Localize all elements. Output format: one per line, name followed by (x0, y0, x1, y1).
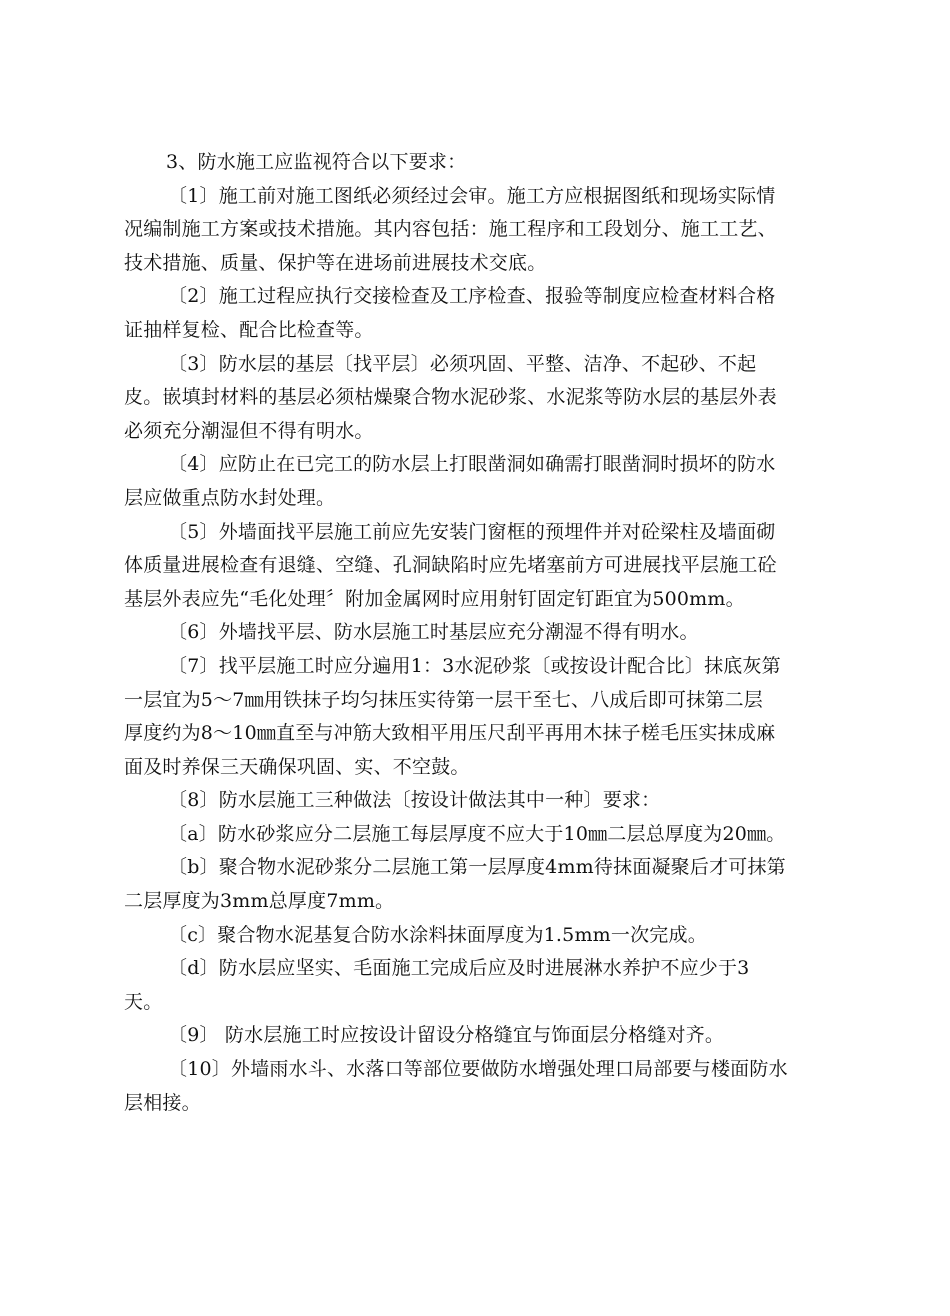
section-heading: 3、防水施工应监视符合以下要求： (166, 151, 467, 173)
paragraph-line: 〔a〕防水砂浆应分二层施工每层厚度不应大于10㎜二层总厚度为20㎜。 (168, 822, 786, 845)
paragraph-line: 〔10〕外墙雨水斗、水落口等部位要做防水增强处理口局部要与楼面防水 (168, 1058, 788, 1081)
paragraph-line: 〔6〕外墙找平层、防水层施工时基层应充分潮湿不得有明水。 (168, 621, 699, 644)
paragraph-line: 证抽样复检、配合比检查等。 (124, 318, 374, 341)
paragraph-line: 二层厚度为3mm总厚度7mm。 (124, 890, 395, 913)
paragraph-line: 〔8〕防水层施工三种做法〔按设计做法其中一种〕要求： (168, 789, 661, 812)
paragraph-line: 〔9〕 防水层施工时应按设计留设分格缝宜与饰面层分格缝对齐。 (168, 1024, 725, 1047)
paragraph-line: 〔5〕外墙面找平层施工前应先安装门窗框的预埋件并对砼梁柱及墙面砌 (168, 520, 776, 543)
paragraph-line: 技术措施、质量、保护等在进场前进展技术交底。 (124, 251, 547, 274)
paragraph-line: 〔7〕找平层施工时应分遍用1：3水泥砂浆〔或按设计配合比〕抹底灰第 (168, 654, 781, 677)
paragraph-line: 天。 (124, 990, 163, 1013)
paragraph-line: 〔3〕防水层的基层〔找平层〕必须巩固、平整、洁净、不起砂、不起 (168, 352, 757, 375)
paragraph-line: 〔b〕聚合物水泥砂浆分二层施工第一层厚度4mm待抹面凝聚后才可抹第 (168, 856, 786, 879)
paragraph-line: 〔2〕施工过程应执行交接检查及工序检查、报验等制度应检查材料合格 (168, 285, 776, 308)
paragraph-line: 体质量进展检查有退缝、空缝、孔洞缺陷时应先堵塞前方可进展找平层施工砼 (124, 554, 777, 577)
paragraph-line: 况编制施工方案或技术措施。其内容包括：施工程序和工段划分、施工工艺、 (124, 218, 777, 241)
paragraph-line: 基层外表应先“毛化处理〞附加金属网时应用射钉固定钉距宜为500mm。 (124, 587, 745, 610)
paragraph-line: 皮。嵌填封材料的基层必须枯燥聚合物水泥砂浆、水泥浆等防水层的基层外表 (124, 386, 777, 409)
paragraph-line: 层应做重点防水封处理。 (124, 486, 336, 509)
paragraph-line: 〔1〕施工前对施工图纸必须经过会审。施工方应根据图纸和现场实际情 (168, 184, 776, 207)
document-body (124, 146, 832, 1120)
paragraph-line: 一层宜为5～7㎜用铁抹子均匀抹压实待第一层干至七、八成后即可抹第二层 (124, 688, 763, 711)
paragraph-line: 〔d〕防水层应坚实、毛面施工完成后应及时进展淋水养护不应少于3 (168, 957, 750, 980)
paragraph-line: 〔c〕聚合物水泥基复合防水涂料抹面厚度为1.5mm一次完成。 (168, 923, 707, 946)
paragraph-line: 〔4〕应防止在已完工的防水层上打眼凿洞如确需打眼凿洞时损坏的防水 (168, 453, 776, 476)
paragraph-line: 面及时养保三天确保巩固、实、不空鼓。 (124, 755, 470, 778)
paragraph-line: 必须充分潮湿但不得有明水。 (124, 419, 374, 442)
paragraph-line: 厚度约为8～10㎜直至与冲筋大致相平用压尺刮平再用木抹子槎毛压实抹成麻 (124, 722, 776, 745)
paragraph-line: 层相接。 (124, 1091, 201, 1114)
